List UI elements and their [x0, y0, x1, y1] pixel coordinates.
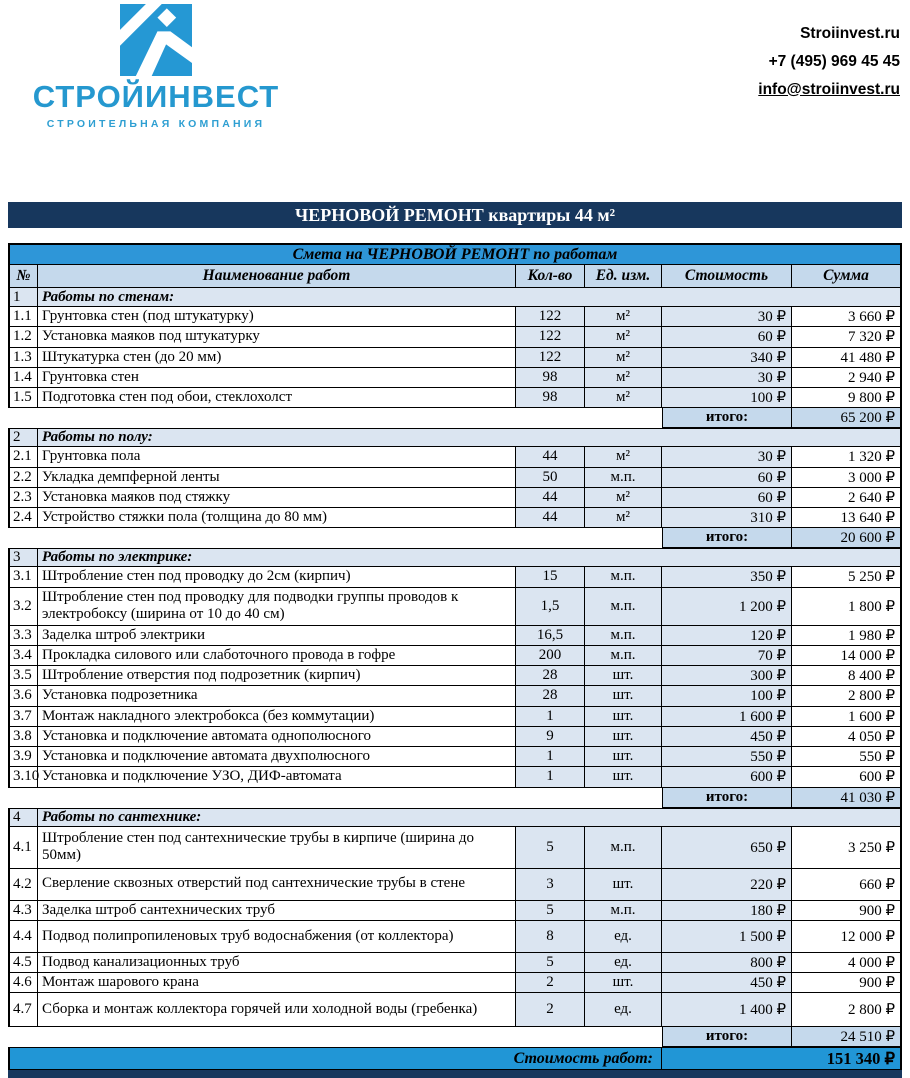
bottom-bar — [8, 1070, 902, 1078]
work-item-row — [8, 368, 902, 388]
item-number: 3.1 — [8, 567, 38, 587]
item-price: 30 ₽ — [662, 368, 792, 388]
subtotal-row — [8, 1027, 902, 1047]
section-title: Работы по сантехнике: — [38, 808, 902, 827]
section-title: Работы по стенам: — [38, 288, 902, 307]
work-item-row — [8, 921, 902, 953]
item-unit: м.п. — [585, 468, 662, 488]
work-item-row — [8, 707, 902, 727]
subtotal-label: итого: — [662, 788, 792, 808]
item-unit: шт. — [585, 767, 662, 787]
item-name: Штробление отверстия под подрозетник (кирпич) — [38, 666, 516, 686]
subtotal-label: итого: — [662, 528, 792, 548]
item-sum: 550 ₽ — [792, 747, 902, 767]
col-header-unit: Ед. изм. — [585, 265, 662, 288]
estimate-table — [8, 243, 902, 1078]
item-name: Монтаж накладного электробокса (без коммутации) — [38, 707, 516, 727]
subtotal-label: итого: — [662, 1027, 792, 1047]
item-unit: м² — [585, 368, 662, 388]
subtotal-spacer — [8, 408, 662, 428]
item-number: 4.6 — [8, 973, 38, 993]
item-qty: 122 — [516, 307, 585, 327]
work-item-row — [8, 307, 902, 327]
subtotal-row — [8, 408, 902, 428]
item-number: 1.5 — [8, 388, 38, 408]
item-unit: м.п. — [585, 646, 662, 666]
item-number: 2.3 — [8, 488, 38, 508]
work-item-row — [8, 727, 902, 747]
item-number: 1.2 — [8, 327, 38, 347]
item-qty: 9 — [516, 727, 585, 747]
item-unit: м² — [585, 348, 662, 368]
item-name: Штробление стен под проводку для подводки группы проводов к электробоксу (ширина от 10 до 40 см) — [38, 588, 516, 626]
subtotal-value: 20 600 ₽ — [792, 528, 902, 548]
work-item-row — [8, 588, 902, 626]
work-item-row — [8, 508, 902, 528]
work-item-row — [8, 973, 902, 993]
item-price: 60 ₽ — [662, 327, 792, 347]
item-qty: 122 — [516, 348, 585, 368]
company-logo — [30, 4, 282, 202]
item-sum: 2 800 ₽ — [792, 686, 902, 706]
logo-title: СТРОЙИНВЕСТ — [32, 79, 280, 114]
item-number: 4.2 — [8, 869, 38, 901]
item-name: Установка маяков под стяжку — [38, 488, 516, 508]
item-name: Установка и подключение УЗО, ДИФ-автомата — [38, 767, 516, 787]
item-qty: 2 — [516, 973, 585, 993]
logo-subtitle: СТРОИТЕЛЬНАЯ КОМПАНИЯ — [46, 118, 266, 130]
item-number: 1.4 — [8, 368, 38, 388]
item-qty: 5 — [516, 827, 585, 869]
item-unit: шт. — [585, 747, 662, 767]
item-number: 1.1 — [8, 307, 38, 327]
item-price: 450 ₽ — [662, 727, 792, 747]
section-header-row — [8, 808, 902, 827]
item-price: 220 ₽ — [662, 869, 792, 901]
work-item-row — [8, 488, 902, 508]
item-qty: 50 — [516, 468, 585, 488]
estimate-title: Смета на ЧЕРНОВОЙ РЕМОНТ по работам — [8, 243, 902, 265]
item-unit: м² — [585, 508, 662, 528]
item-sum: 3 000 ₽ — [792, 468, 902, 488]
item-sum: 600 ₽ — [792, 767, 902, 787]
item-sum: 1 980 ₽ — [792, 626, 902, 646]
item-sum: 900 ₽ — [792, 901, 902, 921]
item-number: 3.9 — [8, 747, 38, 767]
item-number: 2.2 — [8, 468, 38, 488]
section-number: 3 — [8, 548, 38, 567]
item-price: 600 ₽ — [662, 767, 792, 787]
subtotal-spacer — [8, 788, 662, 808]
item-qty: 98 — [516, 368, 585, 388]
page-title: ЧЕРНОВОЙ РЕМОНТ квартиры 44 м² — [8, 202, 902, 228]
work-item-row — [8, 567, 902, 587]
website-text: Stroiinvest.ru — [800, 25, 900, 42]
item-name: Подвод канализационных труб — [38, 953, 516, 973]
phone-number: +7 (495) 969 45 45 — [768, 52, 900, 70]
item-name: Прокладка силового или слаботочного провода в гофре — [38, 646, 516, 666]
work-item-row — [8, 626, 902, 646]
item-name: Сборка и монтаж коллектора горячей или холодной воды (гребенка) — [38, 993, 516, 1027]
subtotal-row — [8, 788, 902, 808]
item-unit: шт. — [585, 686, 662, 706]
item-sum: 3 250 ₽ — [792, 827, 902, 869]
item-price: 100 ₽ — [662, 388, 792, 408]
item-price: 60 ₽ — [662, 488, 792, 508]
item-qty: 1 — [516, 707, 585, 727]
item-qty: 44 — [516, 508, 585, 528]
item-sum: 9 800 ₽ — [792, 388, 902, 408]
item-qty: 1 — [516, 767, 585, 787]
work-item-row — [8, 901, 902, 921]
section-number: 1 — [8, 288, 38, 307]
work-item-row — [8, 468, 902, 488]
subtotal-spacer — [8, 528, 662, 548]
item-name: Установка маяков под штукатурку — [38, 327, 516, 347]
item-unit: м² — [585, 327, 662, 347]
item-qty: 16,5 — [516, 626, 585, 646]
work-item-row — [8, 767, 902, 787]
item-sum: 660 ₽ — [792, 869, 902, 901]
item-qty: 44 — [516, 447, 585, 467]
item-name: Установка и подключение автомата однополюсного — [38, 727, 516, 747]
item-sum: 1 600 ₽ — [792, 707, 902, 727]
item-name: Подготовка стен под обои, стеклохолст — [38, 388, 516, 408]
item-price: 550 ₽ — [662, 747, 792, 767]
work-item-row — [8, 953, 902, 973]
subtotal-spacer — [8, 1027, 662, 1047]
work-item-row — [8, 348, 902, 368]
item-name: Подвод полипропиленовых труб водоснабжения (от коллектора) — [38, 921, 516, 953]
item-price: 450 ₽ — [662, 973, 792, 993]
item-number: 4.3 — [8, 901, 38, 921]
contact-block — [758, 20, 900, 202]
section-number: 2 — [8, 428, 38, 447]
item-price: 30 ₽ — [662, 307, 792, 327]
item-price: 100 ₽ — [662, 686, 792, 706]
item-number: 3.2 — [8, 588, 38, 626]
item-number: 3.6 — [8, 686, 38, 706]
work-item-row — [8, 686, 902, 706]
work-item-row — [8, 666, 902, 686]
item-name: Устройство стяжки пола (толщина до 80 мм) — [38, 508, 516, 528]
item-sum: 900 ₽ — [792, 973, 902, 993]
item-price: 310 ₽ — [662, 508, 792, 528]
item-sum: 4 050 ₽ — [792, 727, 902, 747]
item-qty: 44 — [516, 488, 585, 508]
item-name: Грунтовка пола — [38, 447, 516, 467]
item-number: 3.10 — [8, 767, 38, 787]
item-price: 650 ₽ — [662, 827, 792, 869]
col-header-num: № — [8, 265, 38, 288]
work-item-row — [8, 388, 902, 408]
item-unit: м.п. — [585, 626, 662, 646]
item-number: 3.7 — [8, 707, 38, 727]
item-unit: шт. — [585, 869, 662, 901]
document-header — [0, 0, 910, 202]
item-sum: 14 000 ₽ — [792, 646, 902, 666]
item-qty: 15 — [516, 567, 585, 587]
section-title: Работы по электрике: — [38, 548, 902, 567]
item-qty: 1,5 — [516, 588, 585, 626]
item-name: Заделка штроб сантехнических труб — [38, 901, 516, 921]
item-sum: 1 800 ₽ — [792, 588, 902, 626]
work-item-row — [8, 827, 902, 869]
item-sum: 3 660 ₽ — [792, 307, 902, 327]
item-unit: шт. — [585, 973, 662, 993]
work-item-row — [8, 869, 902, 901]
item-price: 1 400 ₽ — [662, 993, 792, 1027]
work-item-row — [8, 747, 902, 767]
item-number: 2.1 — [8, 447, 38, 467]
item-price: 70 ₽ — [662, 646, 792, 666]
item-price: 1 500 ₽ — [662, 921, 792, 953]
item-qty: 98 — [516, 388, 585, 408]
item-name: Штукатурка стен (до 20 мм) — [38, 348, 516, 368]
work-item-row — [8, 447, 902, 467]
item-price: 1 600 ₽ — [662, 707, 792, 727]
item-sum: 12 000 ₽ — [792, 921, 902, 953]
item-name: Установка и подключение автомата двухполюсного — [38, 747, 516, 767]
item-number: 3.8 — [8, 727, 38, 747]
item-sum: 5 250 ₽ — [792, 567, 902, 587]
subtotal-value: 24 510 ₽ — [792, 1027, 902, 1047]
item-qty: 122 — [516, 327, 585, 347]
item-qty: 28 — [516, 686, 585, 706]
item-price: 350 ₽ — [662, 567, 792, 587]
item-unit: м.п. — [585, 901, 662, 921]
item-name: Штробление стен под проводку до 2см (кирпич) — [38, 567, 516, 587]
item-sum: 7 320 ₽ — [792, 327, 902, 347]
section-header-row — [8, 428, 902, 447]
item-number: 3.4 — [8, 646, 38, 666]
item-sum: 4 000 ₽ — [792, 953, 902, 973]
item-price: 180 ₽ — [662, 901, 792, 921]
item-name: Заделка штроб электрики — [38, 626, 516, 646]
item-unit: шт. — [585, 666, 662, 686]
item-number: 4.5 — [8, 953, 38, 973]
item-unit: м.п. — [585, 588, 662, 626]
grand-total-value: 151 340 ₽ — [662, 1047, 902, 1070]
item-unit: м² — [585, 447, 662, 467]
subtotal-row — [8, 528, 902, 548]
column-header-row — [8, 265, 902, 288]
item-number: 1.3 — [8, 348, 38, 368]
work-item-row — [8, 646, 902, 666]
item-sum: 8 400 ₽ — [792, 666, 902, 686]
item-number: 4.7 — [8, 993, 38, 1027]
item-price: 800 ₽ — [662, 953, 792, 973]
logo-mark-icon — [117, 4, 195, 76]
item-price: 1 200 ₽ — [662, 588, 792, 626]
subtotal-label: итого: — [662, 408, 792, 428]
grand-total-label: Стоимость работ: — [8, 1047, 662, 1070]
estimate-title-row — [8, 243, 902, 265]
item-name: Монтаж шарового крана — [38, 973, 516, 993]
item-sum: 13 640 ₽ — [792, 508, 902, 528]
item-unit: ед. — [585, 921, 662, 953]
item-name: Грунтовка стен — [38, 368, 516, 388]
item-price: 30 ₽ — [662, 447, 792, 467]
email-link[interactable]: info@stroiinvest.ru — [758, 80, 900, 98]
col-header-qty: Кол-во — [516, 265, 585, 288]
subtotal-value: 41 030 ₽ — [792, 788, 902, 808]
item-sum: 1 320 ₽ — [792, 447, 902, 467]
col-header-name: Наименование работ — [38, 265, 516, 288]
item-number: 2.4 — [8, 508, 38, 528]
item-number: 4.1 — [8, 827, 38, 869]
subtotal-value: 65 200 ₽ — [792, 408, 902, 428]
grand-total-row — [8, 1047, 902, 1070]
item-unit: м.п. — [585, 827, 662, 869]
item-number: 3.5 — [8, 666, 38, 686]
item-sum: 41 480 ₽ — [792, 348, 902, 368]
item-qty: 5 — [516, 901, 585, 921]
item-unit: м² — [585, 307, 662, 327]
item-qty: 200 — [516, 646, 585, 666]
item-name: Установка подрозетника — [38, 686, 516, 706]
item-number: 3.3 — [8, 626, 38, 646]
item-qty: 28 — [516, 666, 585, 686]
item-qty: 1 — [516, 747, 585, 767]
section-header-row — [8, 288, 902, 307]
item-unit: м.п. — [585, 567, 662, 587]
col-header-price: Стоимость — [662, 265, 792, 288]
item-sum: 2 800 ₽ — [792, 993, 902, 1027]
work-item-row — [8, 327, 902, 347]
item-qty: 8 — [516, 921, 585, 953]
item-price: 60 ₽ — [662, 468, 792, 488]
item-unit: ед. — [585, 953, 662, 973]
item-sum: 2 640 ₽ — [792, 488, 902, 508]
item-price: 340 ₽ — [662, 348, 792, 368]
item-qty: 2 — [516, 993, 585, 1027]
item-name: Сверление сквозных отверстий под сантехнические трубы в стене — [38, 869, 516, 901]
item-qty: 3 — [516, 869, 585, 901]
item-unit: ед. — [585, 993, 662, 1027]
section-title: Работы по полу: — [38, 428, 902, 447]
work-item-row — [8, 993, 902, 1027]
item-name: Штробление стен под сантехнические трубы в кирпиче (ширина до 50мм) — [38, 827, 516, 869]
item-number: 4.4 — [8, 921, 38, 953]
item-price: 120 ₽ — [662, 626, 792, 646]
item-price: 300 ₽ — [662, 666, 792, 686]
item-name: Укладка демпферной ленты — [38, 468, 516, 488]
section-header-row — [8, 548, 902, 567]
section-number: 4 — [8, 808, 38, 827]
item-qty: 5 — [516, 953, 585, 973]
item-unit: м² — [585, 388, 662, 408]
item-name: Грунтовка стен (под штукатурку) — [38, 307, 516, 327]
item-unit: шт. — [585, 727, 662, 747]
col-header-sum: Сумма — [792, 265, 902, 288]
item-unit: шт. — [585, 707, 662, 727]
item-sum: 2 940 ₽ — [792, 368, 902, 388]
item-unit: м² — [585, 488, 662, 508]
